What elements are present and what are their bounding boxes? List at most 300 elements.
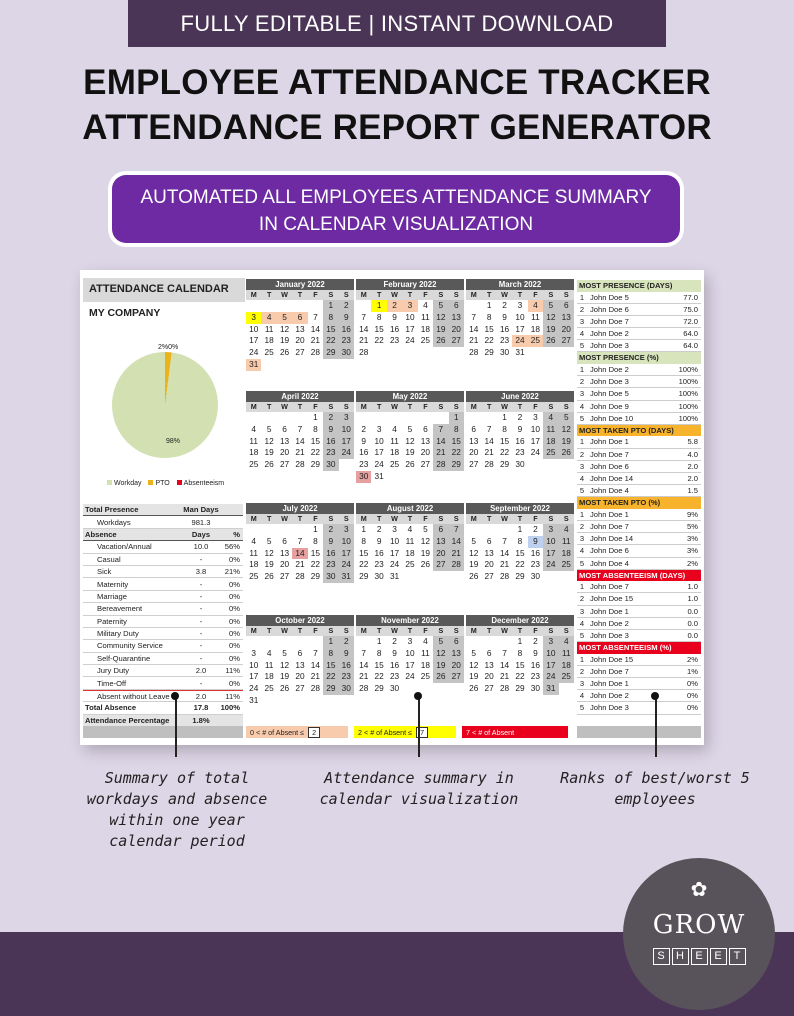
weekday-label: M bbox=[360, 290, 367, 299]
day-cell: 14 bbox=[310, 323, 321, 334]
day-cell: 5 bbox=[471, 535, 477, 546]
day-cell: 30 bbox=[339, 683, 354, 695]
rank-number: 3 bbox=[579, 606, 585, 616]
summary-days: 2.0 bbox=[195, 666, 207, 676]
day-cell: 28 bbox=[310, 347, 321, 358]
weekday-label: S bbox=[438, 290, 444, 299]
day-cell: 26 bbox=[264, 571, 274, 582]
rank-number: 4 bbox=[579, 546, 585, 556]
rank-number: 3 bbox=[579, 679, 585, 689]
day-cell: 17 bbox=[543, 548, 558, 560]
day-cell: 6 bbox=[486, 647, 492, 658]
day-grid bbox=[356, 412, 464, 483]
day-cell: 27 bbox=[559, 335, 574, 347]
summary-row bbox=[83, 541, 243, 553]
day-cell: 28 bbox=[295, 459, 305, 470]
day-cell: 3 bbox=[376, 423, 382, 434]
weekday-label: T bbox=[486, 290, 492, 299]
day-cell: 1 bbox=[517, 524, 523, 534]
day-cell: 15 bbox=[310, 435, 321, 446]
day-cell: 10 bbox=[405, 647, 415, 658]
summary-pct: 56% bbox=[224, 542, 240, 552]
day-cell: 27 bbox=[433, 559, 448, 571]
day-cell: 5 bbox=[266, 535, 272, 546]
day-cell: 21 bbox=[359, 671, 369, 682]
empty-cell bbox=[292, 636, 307, 648]
summary-row bbox=[83, 566, 243, 578]
day-cell: 12 bbox=[433, 648, 448, 660]
day-cell: 18 bbox=[543, 436, 558, 448]
day-cell: 24 bbox=[405, 335, 415, 346]
day-cell: 10 bbox=[374, 435, 384, 446]
day-cell: 12 bbox=[264, 435, 274, 446]
day-cell: 9 bbox=[361, 435, 367, 446]
summary-pct: 0% bbox=[229, 616, 240, 626]
day-cell: 18 bbox=[420, 323, 431, 334]
summary-label: Total Presence bbox=[85, 505, 139, 515]
day-cell: 14 bbox=[484, 435, 494, 446]
rank-number: 1 bbox=[579, 437, 585, 447]
day-cell: 12 bbox=[420, 535, 431, 546]
day-cell: 29 bbox=[359, 571, 369, 582]
summary-row bbox=[83, 516, 243, 528]
day-cell: 1 bbox=[486, 300, 492, 310]
day-cell: 7 bbox=[471, 311, 477, 322]
day-cell: 7 bbox=[313, 311, 318, 322]
empty-cell bbox=[277, 300, 292, 312]
rank-value: 77.0 bbox=[683, 292, 698, 302]
day-cell: 3 bbox=[517, 300, 523, 310]
ranking-row bbox=[577, 304, 701, 316]
day-cell: 16 bbox=[389, 659, 400, 670]
day-cell: 11 bbox=[264, 659, 274, 670]
day-cell: 22 bbox=[359, 559, 369, 570]
day-cell: 13 bbox=[420, 435, 431, 446]
day-cell: 27 bbox=[484, 571, 494, 582]
day-grid bbox=[246, 636, 354, 707]
day-cell: 2 bbox=[533, 524, 538, 534]
weekday-label: T bbox=[517, 402, 523, 411]
day-cell: 19 bbox=[405, 447, 415, 458]
weekday-label: T bbox=[407, 626, 413, 635]
ranking-row bbox=[577, 521, 701, 533]
day-cell: 3 bbox=[543, 524, 558, 536]
day-cell: 18 bbox=[249, 559, 259, 570]
caption-calendar: Attendance summary in calendar visualization bbox=[319, 769, 519, 808]
day-cell: 23 bbox=[499, 335, 510, 346]
day-cell: 13 bbox=[279, 547, 290, 558]
day-cell: 16 bbox=[374, 547, 384, 558]
day-cell: 4 bbox=[559, 524, 574, 536]
day-cell: 8 bbox=[486, 311, 492, 322]
day-cell: 9 bbox=[528, 536, 543, 548]
month-calendar bbox=[356, 503, 464, 583]
day-cell: 31 bbox=[249, 694, 259, 705]
ranking-header: MOST TAKEN PTO (%) bbox=[577, 497, 701, 509]
day-cell: 17 bbox=[374, 447, 384, 458]
empty-cell bbox=[466, 300, 481, 312]
day-cell: 28 bbox=[469, 347, 479, 358]
employee-name: John Doe 5 bbox=[590, 292, 629, 302]
employee-name: John Doe 2 bbox=[590, 329, 629, 339]
day-cell: 15 bbox=[323, 324, 338, 336]
day-cell: 31 bbox=[515, 347, 525, 358]
day-cell: 19 bbox=[433, 324, 448, 336]
color-key-item bbox=[246, 726, 348, 738]
weekday-label: T bbox=[376, 626, 382, 635]
day-cell: 23 bbox=[323, 559, 338, 571]
day-cell: 28 bbox=[310, 683, 321, 694]
day-cell: 27 bbox=[279, 571, 290, 582]
day-cell: 14 bbox=[499, 547, 510, 558]
day-cell: 23 bbox=[339, 335, 354, 347]
legend-pto: PTO bbox=[155, 480, 170, 487]
day-cell: 16 bbox=[339, 324, 354, 336]
day-cell: 28 bbox=[359, 347, 369, 358]
month-title: March 2022 bbox=[466, 279, 574, 290]
day-cell: 11 bbox=[559, 536, 574, 548]
employee-name: John Doe 3 bbox=[590, 631, 629, 640]
rank-number: 2 bbox=[579, 304, 585, 314]
day-cell: 11 bbox=[249, 547, 259, 558]
summary-label: Self-Quarantine bbox=[97, 653, 151, 663]
weekday-label: W bbox=[391, 514, 398, 523]
day-cell: 25 bbox=[264, 347, 274, 358]
weekday-label: W bbox=[501, 290, 508, 299]
ranking-row bbox=[577, 340, 701, 352]
weekday-label: S bbox=[343, 290, 349, 299]
day-cell: 23 bbox=[515, 447, 525, 458]
day-cell: 17 bbox=[339, 436, 354, 448]
day-cell: 14 bbox=[449, 536, 464, 548]
empty-cell bbox=[466, 524, 481, 536]
rank-value: 3% bbox=[687, 546, 698, 556]
day-cell: 7 bbox=[486, 423, 492, 434]
day-cell: 24 bbox=[339, 559, 354, 571]
month-calendar bbox=[246, 615, 354, 707]
day-cell: 6 bbox=[282, 423, 287, 434]
day-cell: 22 bbox=[484, 335, 494, 346]
day-cell: 19 bbox=[279, 335, 290, 346]
day-cell: 16 bbox=[389, 323, 400, 334]
day-grid bbox=[356, 524, 464, 583]
weekday-label: M bbox=[470, 402, 477, 411]
weekday-label: S bbox=[563, 402, 569, 411]
summary-days: Man Days bbox=[183, 505, 219, 515]
day-cell: 17 bbox=[530, 435, 541, 446]
day-cell: 7 bbox=[449, 524, 464, 536]
empty-cell bbox=[246, 412, 261, 424]
weekday-header bbox=[246, 514, 354, 524]
empty-cell bbox=[433, 412, 448, 424]
employee-name: John Doe 2 bbox=[590, 618, 629, 628]
day-cell: 25 bbox=[249, 459, 259, 470]
color-key-value: 7 bbox=[416, 727, 428, 738]
day-cell: 11 bbox=[421, 647, 430, 658]
day-cell: 30 bbox=[389, 683, 400, 694]
ranking-row bbox=[577, 485, 701, 497]
legend-workday: Workday bbox=[114, 480, 142, 487]
rank-value: 100% bbox=[678, 401, 698, 411]
summary-days: 10.0 bbox=[193, 542, 209, 552]
rank-number: 1 bbox=[579, 364, 585, 374]
weekday-label: S bbox=[343, 626, 349, 635]
day-cell: 10 bbox=[405, 311, 415, 322]
employee-name: John Doe 3 bbox=[590, 703, 629, 713]
employee-name: John Doe 3 bbox=[590, 341, 629, 351]
month-calendar bbox=[466, 615, 574, 695]
rank-number: 3 bbox=[579, 316, 585, 326]
ranking-header: MOST ABSENTEEISM (DAYS) bbox=[577, 570, 701, 582]
day-cell: 8 bbox=[376, 647, 382, 658]
day-cell: 3 bbox=[339, 412, 354, 424]
summary-row bbox=[83, 653, 243, 665]
day-cell: 2 bbox=[533, 636, 538, 646]
day-cell: 7 bbox=[297, 423, 303, 434]
day-cell: 26 bbox=[469, 683, 479, 694]
weekday-label: S bbox=[438, 514, 444, 523]
day-cell: 21 bbox=[469, 335, 479, 346]
day-cell: 1 bbox=[361, 524, 367, 534]
weekday-label: T bbox=[266, 626, 272, 635]
day-cell: 4 bbox=[251, 535, 257, 546]
day-cell: 8 bbox=[517, 535, 523, 546]
day-cell: 1 bbox=[517, 636, 523, 646]
rank-number: 3 bbox=[579, 389, 585, 399]
employee-name: John Doe 2 bbox=[590, 691, 629, 701]
day-cell: 21 bbox=[295, 447, 305, 458]
day-cell: 5 bbox=[433, 636, 448, 648]
month-title: October 2022 bbox=[246, 615, 354, 626]
day-cell: 12 bbox=[264, 547, 274, 558]
ranking-row bbox=[577, 292, 701, 304]
empty-cell bbox=[261, 412, 276, 424]
weekday-label: S bbox=[453, 290, 459, 299]
summary-row bbox=[83, 591, 243, 603]
day-cell: 10 bbox=[249, 323, 259, 334]
month-calendar bbox=[356, 279, 464, 359]
weekday-header bbox=[466, 514, 574, 524]
weekday-label: W bbox=[501, 626, 508, 635]
day-cell: 4 bbox=[423, 636, 428, 646]
empty-cell bbox=[292, 524, 307, 536]
weekday-label: S bbox=[453, 626, 459, 635]
employee-name: John Doe 7 bbox=[590, 316, 629, 326]
rank-number: 1 bbox=[579, 582, 585, 592]
ranking-row bbox=[577, 436, 701, 448]
day-cell: 5 bbox=[277, 312, 292, 324]
ranking-row bbox=[577, 533, 701, 545]
day-cell: 9 bbox=[339, 648, 354, 660]
pointer-dot-mid bbox=[414, 692, 422, 700]
rank-value: 0.0 bbox=[687, 618, 698, 628]
ranking-row bbox=[577, 581, 701, 593]
month-title: November 2022 bbox=[356, 615, 464, 626]
weekday-header bbox=[356, 402, 464, 412]
day-cell: 27 bbox=[484, 683, 494, 694]
summary-row bbox=[83, 677, 243, 689]
day-cell: 17 bbox=[249, 671, 259, 682]
weekday-label: S bbox=[563, 290, 569, 299]
day-cell: 2 bbox=[502, 300, 507, 310]
day-grid bbox=[246, 300, 354, 371]
day-cell: 22 bbox=[449, 447, 464, 459]
weekday-label: M bbox=[470, 626, 477, 635]
weekday-label: T bbox=[266, 290, 272, 299]
day-cell: 20 bbox=[449, 660, 464, 672]
empty-cell bbox=[277, 412, 292, 424]
day-cell: 7 bbox=[297, 535, 303, 546]
month-calendar bbox=[466, 279, 574, 359]
day-cell: 23 bbox=[389, 335, 400, 346]
day-cell: 26 bbox=[469, 571, 479, 582]
weekday-label: S bbox=[438, 402, 444, 411]
day-cell: 24 bbox=[543, 559, 558, 571]
day-cell: 10 bbox=[339, 424, 354, 436]
day-cell: 26 bbox=[420, 559, 431, 570]
weekday-label: F bbox=[533, 626, 538, 635]
weekday-label: S bbox=[548, 290, 554, 299]
day-cell: 12 bbox=[279, 659, 290, 670]
weekday-header bbox=[246, 626, 354, 636]
day-cell: 20 bbox=[484, 671, 494, 682]
day-cell: 24 bbox=[512, 335, 527, 347]
day-cell: 23 bbox=[374, 559, 384, 570]
day-cell: 8 bbox=[502, 423, 507, 434]
summary-pct: 21% bbox=[224, 567, 240, 577]
day-cell: 2 bbox=[323, 412, 338, 424]
day-grid bbox=[356, 300, 464, 359]
empty-cell bbox=[466, 412, 481, 424]
ranking-row bbox=[577, 401, 701, 413]
day-grid bbox=[466, 636, 574, 695]
empty-cell bbox=[261, 524, 276, 536]
month-title: December 2022 bbox=[466, 615, 574, 626]
rank-number: 1 bbox=[579, 509, 585, 519]
weekday-label: S bbox=[438, 626, 444, 635]
day-cell: 7 bbox=[361, 311, 367, 322]
empty-cell bbox=[261, 300, 276, 312]
weekday-label: T bbox=[407, 290, 413, 299]
summary-label: Military Duty bbox=[97, 629, 139, 639]
day-cell: 21 bbox=[295, 559, 305, 570]
day-cell: 8 bbox=[323, 312, 338, 324]
ranking-row bbox=[577, 678, 701, 690]
employee-name: John Doe 1 bbox=[590, 437, 629, 447]
day-cell: 25 bbox=[405, 559, 415, 570]
ranking-row bbox=[577, 618, 701, 630]
day-cell: 12 bbox=[543, 312, 558, 324]
weekday-label: S bbox=[453, 402, 459, 411]
day-cell: 30 bbox=[374, 571, 384, 582]
day-cell: 21 bbox=[433, 447, 448, 459]
empty-cell bbox=[277, 524, 292, 536]
summary-label: Total Absence bbox=[85, 703, 137, 713]
summary-pct: 0% bbox=[229, 678, 240, 688]
weekday-label: W bbox=[281, 626, 288, 635]
day-cell: 19 bbox=[420, 547, 431, 558]
day-grid bbox=[246, 412, 354, 471]
day-cell: 17 bbox=[405, 659, 415, 670]
rank-value: 1.0 bbox=[687, 594, 698, 604]
day-cell: 8 bbox=[449, 424, 464, 436]
summary-label: Jury Duty bbox=[97, 666, 130, 676]
weekday-label: S bbox=[548, 514, 554, 523]
summary-row bbox=[83, 702, 243, 714]
weekday-label: T bbox=[297, 514, 303, 523]
day-cell: 31 bbox=[374, 470, 384, 481]
rank-value: 100% bbox=[678, 389, 698, 399]
day-cell: 21 bbox=[310, 335, 321, 346]
weekday-label: M bbox=[360, 514, 367, 523]
day-cell: 26 bbox=[543, 335, 558, 347]
day-cell: 24 bbox=[389, 559, 400, 570]
summary-days: - bbox=[199, 554, 203, 564]
ranking-row bbox=[577, 666, 701, 678]
day-cell: 12 bbox=[405, 435, 415, 446]
weekday-header bbox=[246, 290, 354, 300]
day-cell: 24 bbox=[543, 671, 558, 683]
day-cell: 9 bbox=[533, 647, 538, 658]
summary-label: Community Service bbox=[97, 641, 163, 651]
day-cell: 14 bbox=[292, 548, 307, 560]
day-cell: 22 bbox=[323, 671, 338, 683]
day-cell: 31 bbox=[246, 359, 261, 371]
day-cell: 14 bbox=[359, 659, 369, 670]
weekday-label: M bbox=[360, 402, 367, 411]
rank-value: 100% bbox=[678, 364, 698, 374]
day-cell: 28 bbox=[295, 571, 305, 582]
weekday-label: T bbox=[266, 402, 272, 411]
day-cell: 10 bbox=[339, 536, 354, 548]
weekday-label: F bbox=[423, 626, 428, 635]
summary-label: Attendance Percentage bbox=[85, 715, 170, 725]
summary-label: Workdays bbox=[97, 517, 131, 527]
rank-number: 5 bbox=[579, 631, 585, 640]
weekday-label: W bbox=[281, 514, 288, 523]
color-key-text: 0 < # of Absent ≤ bbox=[250, 727, 305, 737]
day-cell: 19 bbox=[469, 671, 479, 682]
employee-name: John Doe 14 bbox=[590, 473, 634, 483]
pointer-dot-left bbox=[171, 692, 179, 700]
day-cell: 5 bbox=[471, 647, 477, 658]
day-cell: 31 bbox=[543, 683, 558, 695]
ranking-row bbox=[577, 461, 701, 473]
day-cell: 20 bbox=[420, 447, 431, 458]
weekday-label: T bbox=[407, 402, 413, 411]
weekday-label: F bbox=[423, 402, 428, 411]
employee-name: John Doe 2 bbox=[590, 364, 629, 374]
empty-cell bbox=[356, 636, 371, 648]
day-cell: 16 bbox=[323, 548, 338, 560]
day-cell: 18 bbox=[559, 548, 574, 560]
weekday-header bbox=[466, 290, 574, 300]
company-name: MY COMPANY bbox=[89, 307, 161, 319]
day-cell: 14 bbox=[310, 659, 321, 670]
summary-pct: % bbox=[233, 529, 240, 539]
day-cell: 12 bbox=[469, 547, 479, 558]
day-cell: 24 bbox=[405, 671, 415, 682]
employee-name: John Doe 15 bbox=[590, 594, 634, 604]
day-cell: 26 bbox=[559, 447, 574, 459]
employee-name: John Doe 3 bbox=[590, 377, 629, 387]
day-cell: 16 bbox=[499, 323, 510, 334]
logo-letter: T bbox=[729, 948, 746, 965]
summary-days: 1.8% bbox=[192, 715, 210, 725]
day-cell: 8 bbox=[376, 311, 382, 322]
day-cell: 3 bbox=[407, 636, 413, 646]
summary-pct: 11% bbox=[225, 666, 240, 676]
